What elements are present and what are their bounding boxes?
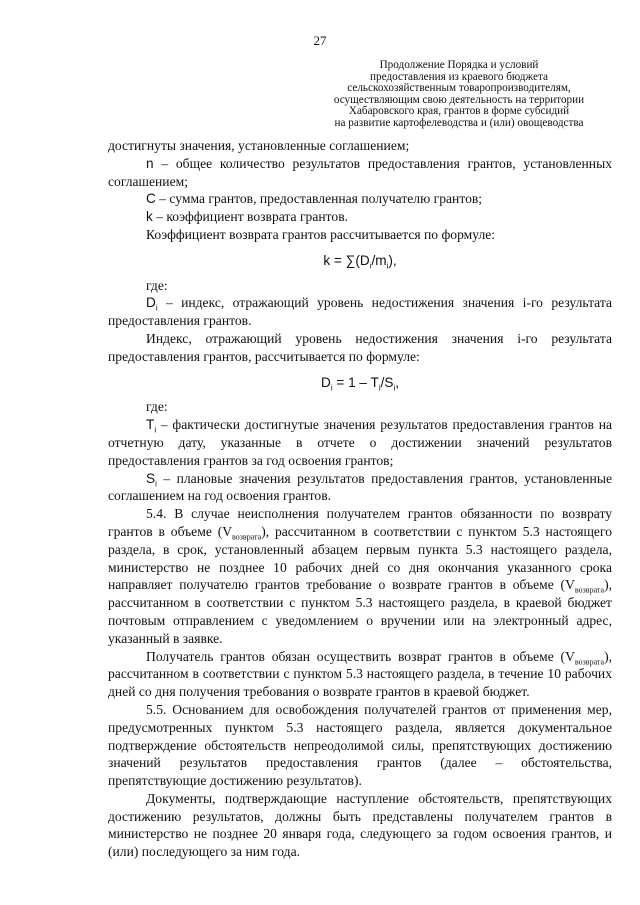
- paragraph: Коэффициент возврата грантов рассчитывается по формуле:: [146, 226, 496, 242]
- paragraph-c-definition: C – сумма грантов, предоставленная получателю грантов;: [146, 191, 483, 207]
- formula-k: $k = \sum(D_i/m_i)$,: [323, 252, 397, 271]
- paragraph-section-5-4: 5.4. В случае неисполнения получателем грантов обязанности по возврату грантов в объеме $(V_{возврата})$, рассчитанном в соответствии с пунктом 5.3 настоящего раздела, в срок, установленный абзацем первым пункта 5.3 настоящего раздела, министерство не позднее 10 рабочих дней со дня окончания указанного срока направляет получателю грантов требование о возврате грантов в объеме $(V_{возврата})$, рассчитанном в соответствии с пунктом 5.3 настоящего раздела, в краевой бюджет почтовым отправлением с уведомлением о вручении или на электронный адрес, указанный в заявке.: [108, 506, 612, 646]
- paragraph-d-definition: $D_i$ – индекс, отражающий уровень недостижения значения i-го результата предоставления грантов.: [108, 295, 612, 329]
- header-line: Продолжение Порядка и условий: [379, 59, 539, 71]
- paragraph: достигнуты значения, установленные соглашением;: [108, 138, 410, 153]
- paragraph: Документы, подтверждающие наступление обстоятельств, препятствующих достижению результатов, должны быть представлены получателем грантов в министерство не позднее 20 января года, следующего за годом освоения грантов, и (или) последующего за ним года.: [108, 790, 612, 860]
- paragraph: где:: [146, 399, 168, 415]
- paragraph-k-definition: k – коэффициент возврата грантов.: [146, 209, 349, 225]
- header-line: осуществляющим свою деятельность на территории: [333, 93, 585, 106]
- paragraph: Получатель грантов обязан осуществить возврат грантов в объеме $(V_{возврата})$, рассчитанном в соответствии с пунктом 5.3 настоящего раздела, в течение 10 рабочих дней со дня получения требования о возврате грантов в краевой бюджет.: [108, 648, 612, 700]
- document-body: [108, 137, 612, 861]
- page-number: 27: [313, 33, 327, 48]
- document-header-note: [305, 60, 613, 129]
- paragraph: Индекс, отражающий уровень недостижения значения i-го результата предоставления грантов, рассчитывается по формуле:: [108, 330, 612, 364]
- paragraph-t-definition: $T_i$ – фактически достигнутые значения результатов предоставления грантов на отчетную дату, указанные в отчете о достижении значений результатов предоставления грантов за год освоения грантов;: [108, 417, 612, 468]
- header-line: предоставления из краевого бюджета: [370, 70, 548, 83]
- paragraph-n-definition: n – общее количество результатов предоставления грантов, установленных соглашением;: [108, 155, 612, 189]
- formula-d: $D_i = 1 - T_i/S_i$,: [320, 374, 400, 393]
- header-line: сельскохозяйственным товаропроизводителям,: [347, 82, 571, 94]
- paragraph-section-5-5: 5.5. Основанием для освобождения получателей грантов от применения мер, предусмотренных пунктом 5.3 настоящего раздела, является документальное подтверждение обстоятельств непреодолимой силы, препятствующих достижению значений результатов предоставления грантов (далее – обстоятельства, препятствующие достижению результатов).: [108, 701, 612, 789]
- paragraph-s-definition: $S_i$ – плановые значения результатов предоставления грантов, установленные соглашением на год освоения грантов.: [108, 470, 612, 504]
- header-line: на развитие картофелеводства и (или) овощеводства: [334, 116, 584, 129]
- header-line: Хабаровского края, грантов в форме субсидий: [348, 105, 570, 117]
- paragraph: где:: [146, 277, 168, 293]
